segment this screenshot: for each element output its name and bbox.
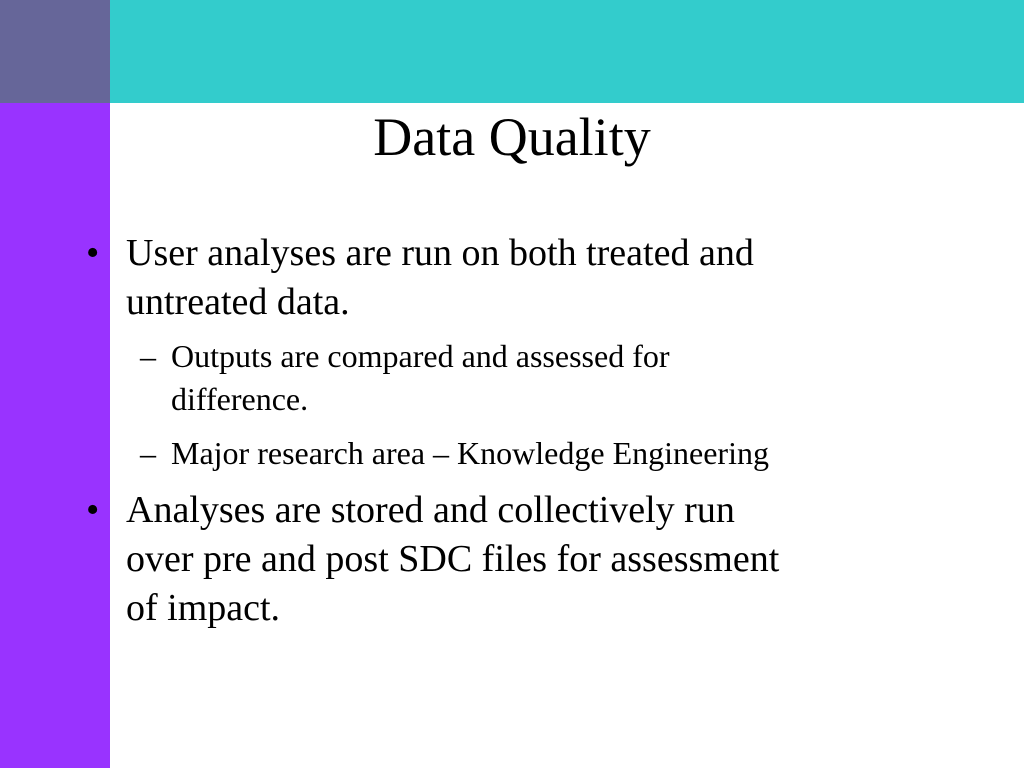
- bullet-text-line: over pre and post SDC files for assessment: [126, 538, 780, 580]
- bullet-text-line: Analyses are stored and collectively run: [126, 489, 735, 531]
- slide-title: Data Quality: [373, 107, 651, 167]
- sub-bullet-text-line: Major research area – Knowledge Engineering: [171, 435, 769, 471]
- bullet-text-line: User analyses are run on both treated and: [126, 232, 754, 274]
- corner-block: [0, 0, 110, 103]
- side-color-band: [0, 103, 110, 768]
- sub-bullet-text-line: difference.: [171, 381, 309, 417]
- sub-bullet-marker: –: [140, 435, 156, 471]
- bullet-text-line: untreated data.: [126, 281, 350, 323]
- sub-bullet-marker: –: [140, 338, 156, 374]
- bullet-text-line: of impact.: [126, 587, 281, 629]
- sub-bullet-text-line: Outputs are compared and assessed for: [171, 338, 670, 374]
- bullet-marker: •: [86, 232, 100, 274]
- bullet-marker: •: [86, 489, 100, 531]
- top-color-band: [110, 0, 1024, 103]
